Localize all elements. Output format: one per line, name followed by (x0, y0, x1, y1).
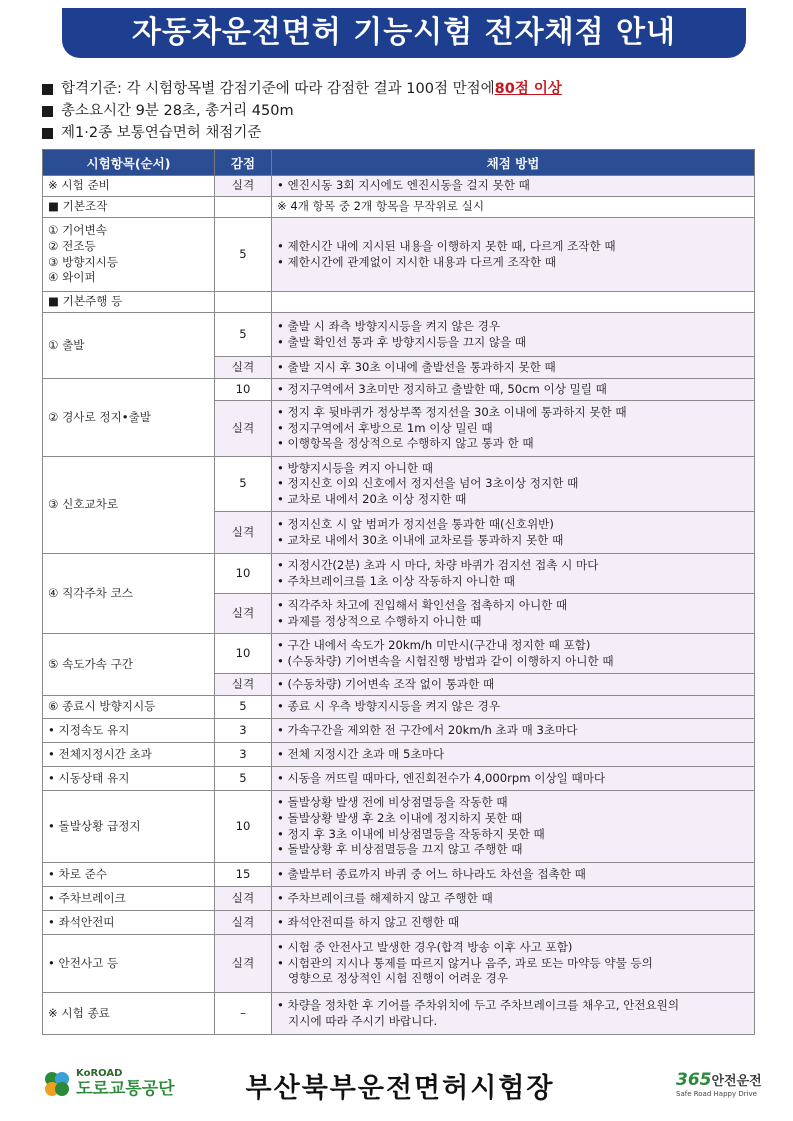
method-cell (272, 313, 755, 357)
table-row (43, 993, 755, 1035)
section-label: ■ 기본조작 (43, 197, 215, 218)
item-cell: • 시동상태 유지 (43, 767, 215, 791)
table-row (43, 743, 755, 767)
method-line: • 출발부터 종료까지 바퀴 중 어느 하나라도 차선을 접촉한 때 (277, 866, 586, 881)
table-row (43, 887, 755, 911)
method-cell (272, 554, 755, 594)
koroad-logo-en: KoROAD (76, 1068, 123, 1079)
method-line: • 출발 시 좌측 방향지시등을 켜지 않은 경우 (277, 318, 501, 333)
method-line: • 종료 시 우측 방향지시등을 켜지 않은 경우 (277, 699, 501, 714)
table-row (43, 911, 755, 935)
table-row (43, 791, 755, 863)
item-line: ④ 와이퍼 (48, 270, 96, 285)
method-cell (272, 218, 755, 292)
deduct-cell: 5 (215, 457, 272, 512)
bullet-square-icon (42, 106, 53, 117)
method-line: • 출발 지시 후 30초 이내에 출발선을 통과하지 못한 때 (277, 359, 556, 374)
bullet-square-icon (42, 84, 53, 95)
method-cell (272, 887, 755, 911)
method-line: • 정지신호 이외 신호에서 정지선을 넘어 3초이상 정지한 때 (277, 476, 579, 491)
method-line: • (수동차량) 기어변속 조작 없이 통과한 때 (277, 676, 495, 691)
deduct-cell: 3 (215, 743, 272, 767)
method-line: • 교차로 내에서 20초 이상 정지한 때 (277, 491, 467, 506)
item-cell: • 지정속도 유지 (43, 719, 215, 743)
total-time-text: 총소요시간 9분 28초, 총거리 450m (61, 103, 294, 119)
koroad-logo (42, 1068, 175, 1099)
safe-logo-ko: 안전운전 (711, 1074, 762, 1089)
method-cell (272, 401, 755, 457)
method-line: • 시험 중 안전사고 발생한 경우(합격 방송 이후 사고 포함) (277, 940, 573, 955)
deduct-cell: 15 (215, 863, 272, 887)
section-row (43, 197, 755, 218)
method-cell (272, 935, 755, 993)
item-line: ① 기어변속 (48, 223, 107, 238)
method-cell (272, 634, 755, 674)
item-cell: • 좌석안전띠 (43, 911, 215, 935)
method-cell (272, 176, 755, 197)
table-row (43, 863, 755, 887)
method-cell (272, 791, 755, 863)
method-line: • 과제를 정상적으로 수행하지 아니한 때 (277, 613, 482, 628)
safe-logo-number: 365 (676, 1070, 712, 1090)
deduct-cell: 10 (215, 554, 272, 594)
scoring-table (42, 149, 755, 1035)
method-line: • 시동을 꺼뜨릴 때마다, 엔진회전수가 4,000rpm 이상일 때마다 (277, 770, 606, 785)
method-line: • 돌발상황 발생 전에 비상점멸등을 작동한 때 (277, 795, 508, 810)
deduct-cell: 실격 (215, 176, 272, 197)
footer (0, 1060, 793, 1120)
deduct-cell: 5 (215, 696, 272, 719)
bullet-square-icon (42, 128, 53, 139)
method-line: • 정지 후 3초 이내에 비상점멸등을 작동하지 못한 때 (277, 826, 545, 841)
koroad-clover-icon (42, 1069, 72, 1099)
criteria-notes (42, 78, 762, 144)
section-row (43, 292, 755, 313)
deduct-cell (215, 292, 272, 313)
deduct-cell: 실격 (215, 512, 272, 554)
method-line: • 구간 내에서 속도가 20km/h 미만시(구간내 정지한 때 포함) (277, 637, 591, 652)
pass-score-highlight: 80점 이상 (494, 81, 562, 97)
method-line: • 엔진시동 3회 지시에도 엔진시동을 걸지 못한 때 (277, 178, 530, 193)
item-cell: ⑤ 속도가속 구간 (43, 634, 215, 696)
method-line: • 지정시간(2분) 초과 시 마다, 차량 바퀴가 검지선 접촉 시 마다 (277, 557, 599, 572)
item-cell: ④ 직각주차 코스 (43, 554, 215, 634)
item-cell: ※ 시험 준비 (43, 176, 215, 197)
koroad-logo-ko: 도로교통공단 (76, 1079, 175, 1099)
item-cell: ※ 시험 종료 (43, 993, 215, 1035)
deduct-cell: 10 (215, 634, 272, 674)
deduct-cell: 실격 (215, 401, 272, 457)
deduct-cell: 실격 (215, 935, 272, 993)
table-row (43, 457, 755, 512)
deduct-cell: 10 (215, 791, 272, 863)
deduct-cell: 실격 (215, 674, 272, 696)
method-cell (272, 863, 755, 887)
header-deduct: 감점 (215, 150, 272, 176)
item-cell: ③ 신호교차로 (43, 457, 215, 554)
section-note (272, 292, 755, 313)
section-note: ※ 4개 항목 중 2개 항목을 무작위로 실시 (272, 197, 755, 218)
table-row (43, 696, 755, 719)
method-line: • 제한시간에 관계없이 지시한 내용과 다르게 조작한 때 (277, 254, 557, 269)
method-line: • 전체 지정시간 초과 매 5초마다 (277, 746, 445, 761)
deduct-cell (215, 197, 272, 218)
method-cell (272, 379, 755, 401)
item-line: ② 전조등 (48, 238, 96, 253)
method-cell (272, 911, 755, 935)
table-row (43, 554, 755, 594)
header-item: 시험항목(순서) (43, 150, 215, 176)
method-cell (272, 674, 755, 696)
pass-criteria-note (42, 78, 762, 100)
table-row (43, 176, 755, 197)
item-cell (43, 218, 215, 292)
method-line: • 제한시간 내에 지시된 내용을 이행하지 못한 때, 다르게 조작한 때 (277, 238, 616, 253)
deduct-cell: 5 (215, 767, 272, 791)
safe-logo-en: Safe Road Happy Drive (676, 1090, 757, 1098)
item-cell: • 안전사고 등 (43, 935, 215, 993)
item-cell: • 주차브레이크 (43, 887, 215, 911)
method-line: • 주차브레이크를 해제하지 않고 주행한 때 (277, 890, 493, 905)
item-cell: • 돌발상황 급정지 (43, 791, 215, 863)
table-row (43, 218, 755, 292)
test-center-name: 부산북부운전면허시험장 (245, 1073, 555, 1104)
method-line: • 가속구간을 제외한 전 구간에서 20km/h 초과 매 3초마다 (277, 722, 578, 737)
method-line: • 직각주차 차고에 진입해서 확인선을 접촉하지 아니한 때 (277, 597, 568, 612)
deduct-cell: 5 (215, 218, 272, 292)
method-cell (272, 512, 755, 554)
deduct-cell: 10 (215, 379, 272, 401)
method-cell (272, 357, 755, 379)
section-label: ■ 기본주행 등 (43, 292, 215, 313)
license-class-text: 제1·2종 보통연습면허 채점기준 (61, 125, 262, 141)
pass-criteria-text: 합격기준: 각 시험항목별 감점기준에 따라 감점한 결과 100점 만점에 (61, 81, 495, 97)
method-cell (272, 594, 755, 634)
total-time-note (42, 100, 762, 122)
item-cell: ① 출발 (43, 313, 215, 379)
method-cell (272, 719, 755, 743)
method-line: • 시험관의 지시나 통제를 따르지 않거나 음주, 과로 또는 마약등 약물 등의 (277, 955, 653, 970)
deduct-cell: 실격 (215, 887, 272, 911)
license-class-note (42, 122, 762, 144)
method-line: • 교차로 내에서 30초 이내에 교차로를 통과하지 못한 때 (277, 532, 564, 547)
method-line: • 정지구역에서 3초미만 정지하고 출발한 때, 50cm 이상 밀릴 때 (277, 381, 607, 396)
method-line: • 이행항목을 정상적으로 수행하지 않고 통과 한 때 (277, 436, 534, 451)
deduct-cell: 3 (215, 719, 272, 743)
deduct-cell: – (215, 993, 272, 1035)
method-line: • 돌발상황 발생 후 2초 이내에 정지하지 못한 때 (277, 810, 523, 825)
page-title: 자동차운전면허 기능시험 전자채점 안내 (62, 8, 746, 58)
safe-drive-logo (676, 1070, 762, 1098)
method-line: • 정지구역에서 후방으로 1m 이상 밀린 때 (277, 420, 493, 435)
method-line: • 정지 후 뒷바퀴가 정상부쪽 정지선을 30초 이내에 통과하지 못한 때 (277, 405, 627, 420)
method-line: • 정지신호 시 앞 범퍼가 정지선을 통과한 때(신호위반) (277, 516, 554, 531)
method-cell (272, 993, 755, 1035)
deduct-cell: 실격 (215, 594, 272, 634)
table-row (43, 767, 755, 791)
method-line: • (수동차량) 기어변속을 시험진행 방법과 같이 이행하지 아니한 때 (277, 653, 614, 668)
table-row (43, 634, 755, 674)
item-cell: ⑥ 종료시 방향지시등 (43, 696, 215, 719)
method-cell (272, 696, 755, 719)
item-cell: • 차로 준수 (43, 863, 215, 887)
deduct-cell: 실격 (215, 911, 272, 935)
method-cell (272, 743, 755, 767)
method-line: • 주차브레이크를 1초 이상 작동하지 아니한 때 (277, 573, 515, 588)
method-line: • 방향지시등을 켜지 아니한 때 (277, 460, 433, 475)
item-cell: • 전체지정시간 초과 (43, 743, 215, 767)
method-line: • 차량을 정차한 후 기어를 주차위치에 두고 주차브레이크를 채우고, 안전요원의 (277, 997, 680, 1012)
method-cell (272, 767, 755, 791)
method-line: • 돌발상황 후 비상점멸등을 끄지 않고 주행한 때 (277, 842, 523, 857)
method-line: 지시에 따라 주시기 바랍니다. (277, 1013, 438, 1028)
table-row (43, 719, 755, 743)
method-line: 영향으로 정상적인 시험 진행이 어려운 경우 (277, 971, 509, 986)
method-cell (272, 457, 755, 512)
item-cell: ② 경사로 정지•출발 (43, 379, 215, 457)
item-line: ③ 방향지시등 (48, 254, 119, 269)
table-row (43, 313, 755, 357)
header-method: 채점 방법 (272, 150, 755, 176)
table-row (43, 379, 755, 401)
table-row (43, 935, 755, 993)
deduct-cell: 실격 (215, 357, 272, 379)
deduct-cell: 5 (215, 313, 272, 357)
method-line: • 좌석안전띠를 하지 않고 진행한 때 (277, 914, 460, 929)
method-line: • 출발 확인선 통과 후 방향지시등을 끄지 않을 때 (277, 334, 527, 349)
table-header-row (43, 150, 755, 176)
